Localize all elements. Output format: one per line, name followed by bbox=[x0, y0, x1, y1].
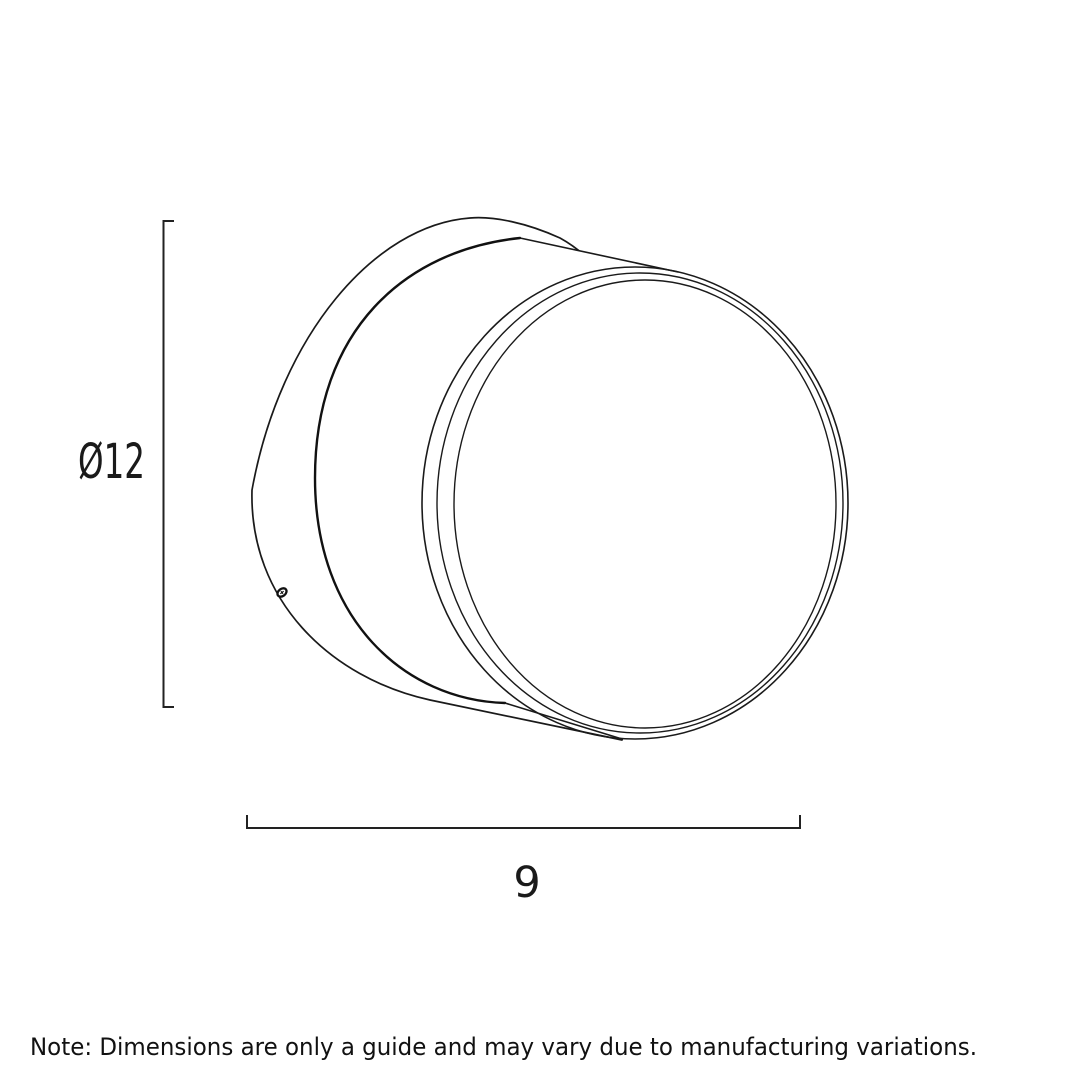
diameter-dimension-line bbox=[164, 221, 175, 707]
fixture-drawing bbox=[252, 218, 850, 740]
depth-dimension-label: 9 bbox=[513, 858, 541, 908]
note-text: Note: Dimensions are only a guide and may vary due to manufacturing variations. bbox=[30, 1033, 977, 1061]
depth-dimension-line bbox=[247, 815, 800, 828]
diameter-dimension-label: Ø12 bbox=[78, 434, 145, 490]
depth-dimension bbox=[247, 815, 800, 908]
diameter-dimension bbox=[78, 221, 174, 707]
